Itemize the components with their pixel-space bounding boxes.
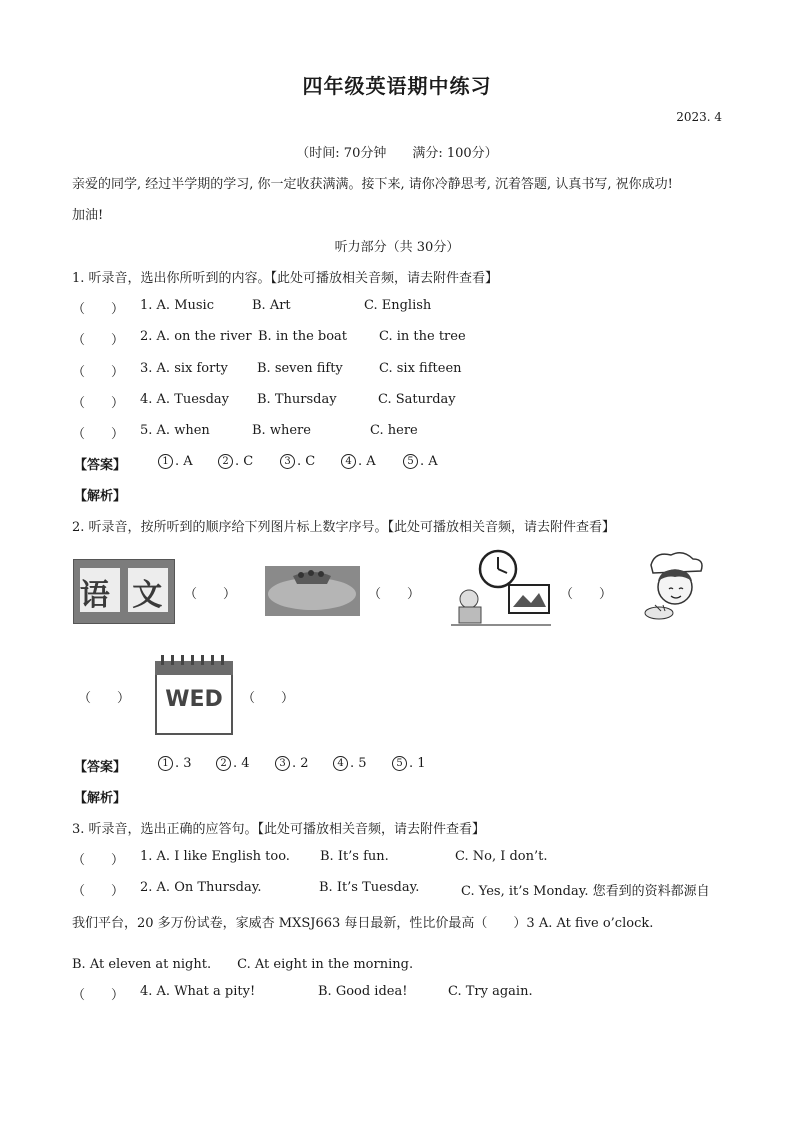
answer-blank[interactable]: （ ） bbox=[72, 302, 125, 317]
answer-blank[interactable]: （ ） bbox=[72, 396, 125, 411]
intro-line-2: 加油! bbox=[72, 208, 104, 223]
answer-blank[interactable]: （ ） bbox=[72, 853, 125, 868]
option-a: 4. A. What a pity! bbox=[140, 984, 256, 999]
circled-number: 1 bbox=[158, 756, 173, 771]
answer-item: 2 . C bbox=[218, 454, 253, 469]
intro-line-1: 亲爱的同学, 经过半学期的学习, 你一定收获满满。接下来, 请你冷静思考, 沉着答题, 认真书写, 祝你成功! bbox=[72, 177, 673, 192]
answer-item: 1 . 3 bbox=[158, 756, 192, 771]
boat-image bbox=[265, 566, 360, 616]
option-b: B. Art bbox=[252, 298, 291, 313]
clock-tv-image bbox=[451, 549, 551, 629]
analysis-label: 【解析】 bbox=[74, 489, 127, 504]
answer-item: 5 . A bbox=[403, 454, 438, 469]
answer-label: 【答案】 bbox=[74, 760, 127, 775]
option-c: C. six fifteen bbox=[379, 361, 462, 376]
circled-number: 3 bbox=[275, 756, 290, 771]
option-a: 2. A. on the river bbox=[140, 329, 252, 344]
circled-number: 5 bbox=[403, 454, 418, 469]
answer-blank[interactable]: （ ） bbox=[72, 365, 125, 380]
option-c: C. No, I don’t. bbox=[455, 849, 548, 864]
option-b: B. where bbox=[252, 423, 311, 438]
option-b: B. in the boat bbox=[258, 329, 348, 344]
answer-item: 1 . A bbox=[158, 454, 193, 469]
option-b: B. seven fifty bbox=[257, 361, 343, 376]
answer-blank[interactable]: （ ） bbox=[72, 884, 125, 899]
date: 2023. 4 bbox=[676, 110, 722, 124]
answer-item: 4 . A bbox=[341, 454, 376, 469]
option-c: C. here bbox=[370, 423, 418, 438]
answer-item: 3 . C bbox=[280, 454, 315, 469]
answer-blank[interactable]: （ ） bbox=[72, 333, 125, 348]
answer-blank[interactable]: （ ） bbox=[78, 691, 131, 706]
q3-prompt: 3. 听录音，选出正确的应答句。【此处可播放相关音频，请去附件查看】 bbox=[72, 822, 486, 837]
girl-cooking-image bbox=[637, 551, 709, 631]
circled-number: 4 bbox=[341, 454, 356, 469]
time-info: （时间: 70分钟 满分: 100分） bbox=[296, 146, 498, 161]
option-a: 1. A. I like English too. bbox=[140, 849, 290, 864]
option-a: 3. A. six forty bbox=[140, 361, 228, 376]
option-c: C. in the tree bbox=[379, 329, 466, 344]
circled-number: 2 bbox=[216, 756, 231, 771]
answer-blank[interactable]: （ ） bbox=[368, 587, 421, 602]
option-a: 5. A. when bbox=[140, 423, 210, 438]
answer-blank[interactable]: （ ） bbox=[72, 427, 125, 442]
circled-number: 4 bbox=[333, 756, 348, 771]
section-heading: 听力部分（共 30分） bbox=[334, 240, 460, 255]
calendar-wednesday-image: WED bbox=[155, 655, 231, 733]
option-b: B. Thursday bbox=[257, 392, 337, 407]
answer-blank[interactable]: （ ） bbox=[560, 587, 613, 602]
option-b: B. Good idea! bbox=[318, 984, 408, 999]
option-c: C. English bbox=[364, 298, 432, 313]
option-c: C. Saturday bbox=[378, 392, 456, 407]
option-a: 1. A. Music bbox=[140, 298, 214, 313]
analysis-label: 【解析】 bbox=[74, 791, 127, 806]
circled-number: 1 bbox=[158, 454, 173, 469]
option-c: C. Try again. bbox=[448, 984, 533, 999]
q3-item3-options: B. At eleven at night. C. At eight in the morning. bbox=[72, 957, 414, 972]
circled-number: 5 bbox=[392, 756, 407, 771]
option-b: B. It’s Tuesday. bbox=[319, 880, 420, 895]
q2-prompt: 2. 听录音，按所听到的顺序给下列图片标上数字序号。【此处可播放相关音频，请去附件查看】 bbox=[72, 520, 616, 535]
circled-number: 2 bbox=[218, 454, 233, 469]
page-title: 四年级英语期中练习 bbox=[302, 74, 492, 98]
option-a: 2. A. On Thursday. bbox=[140, 880, 262, 895]
chinese-subject-image: 语 文 bbox=[73, 559, 175, 624]
answer-blank[interactable]: （ ） bbox=[184, 587, 237, 602]
answer-item: 4 . 5 bbox=[333, 756, 367, 771]
answer-blank[interactable]: （ ） bbox=[242, 691, 295, 706]
q3-watermark-line: 我们平台，20 多万份试卷，家威杏 MXSJ663 每日最新，性比价最高（ ）3 A. At five o’clock. bbox=[72, 916, 654, 931]
answer-item: 3 . 2 bbox=[275, 756, 309, 771]
answer-blank[interactable]: （ ） bbox=[72, 988, 125, 1003]
q1-prompt: 1. 听录音，选出你所听到的内容。【此处可播放相关音频，请去附件查看】 bbox=[72, 271, 499, 286]
circled-number: 3 bbox=[280, 454, 295, 469]
answer-item: 5 . 1 bbox=[392, 756, 426, 771]
answer-item: 2 . 4 bbox=[216, 756, 250, 771]
option-c: C. Yes, it’s Monday. 您看到的资料都源自 bbox=[461, 884, 710, 899]
option-a: 4. A. Tuesday bbox=[140, 392, 230, 407]
answer-label: 【答案】 bbox=[74, 458, 127, 473]
option-b: B. It’s fun. bbox=[320, 849, 389, 864]
